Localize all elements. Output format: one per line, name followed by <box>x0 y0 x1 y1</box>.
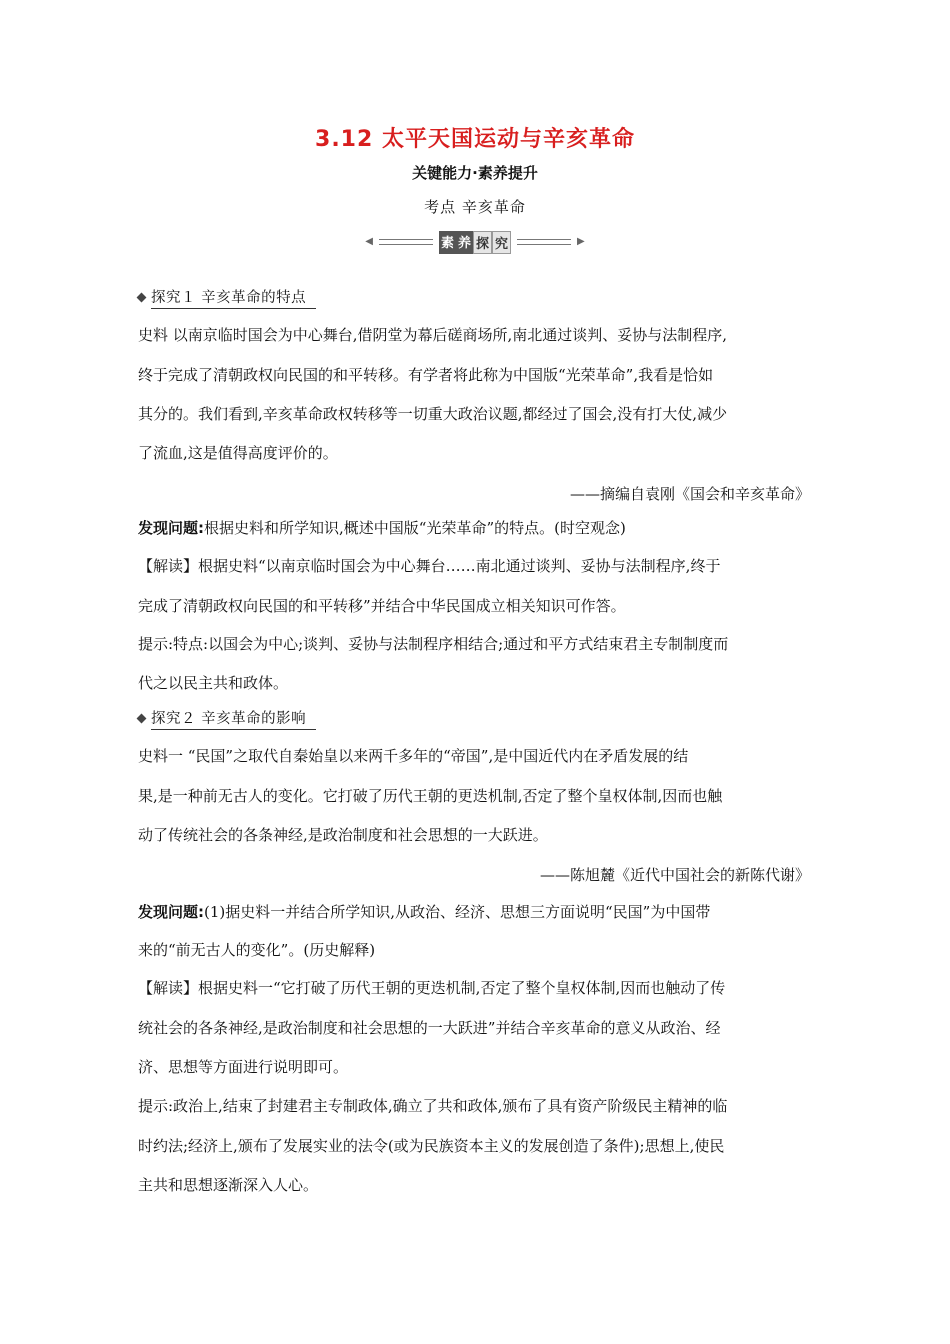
section1-citation: ——摘编自袁刚《国会和辛亥革命》 <box>569 485 810 503</box>
section2-source-line: 果,是一种前无古人的变化。它打破了历代王朝的更迭机制,否定了整个皇权体制,因而也触 <box>138 787 723 805</box>
section2-question <box>138 902 814 922</box>
section2-analysis-line: 【解读】根据史料一“它打破了历代王朝的更迭机制,否定了整个皇权体制,因而也触动了传 <box>138 979 726 997</box>
badge-right-rule <box>517 239 571 245</box>
section-badge <box>0 229 950 254</box>
section1-source-line: 了流血,这是值得高度评价的。 <box>138 444 338 462</box>
section1-source-line: 史料 以南京临时国会为中心舞台,借阴堂为幕后磋商场所,南北通过谈判、妥协与法制程序, <box>138 326 728 344</box>
section1-source-line: 其分的。我们看到,辛亥革命政权转移等一切重大政治议题,都经过了国会,没有打大仗,减少 <box>138 405 728 423</box>
left-arrow-icon: ◀ <box>365 236 373 247</box>
topic-heading: 考点 辛亥革命 <box>424 198 526 216</box>
page-subtitle: 关键能力·素养提升 <box>412 164 538 182</box>
section1-source-line: 终于完成了清朝政权向民国的和平转移。有学者将此称为中国版“光荣革命”,我看是恰如 <box>138 366 714 384</box>
section1-analysis-line: 完成了清朝政权向民国的和平转移”并结合中华民国成立相关知识可作答。 <box>138 597 626 615</box>
question-label: 发现问题: <box>138 903 204 921</box>
section2-analysis-line: 济、思想等方面进行说明即可。 <box>138 1058 349 1076</box>
section2-hint-line: 时约法;经济上,颁布了发展实业的法令(或为民族资本主义的发展创造了条件);思想上,使民 <box>138 1137 725 1155</box>
section1-heading: 探究１ 辛亥革命的特点 <box>138 286 316 309</box>
badge-left-rule <box>379 239 433 245</box>
section1-hint-line: 代之以民主共和政体。 <box>138 674 289 692</box>
right-arrow-icon: ▶ <box>577 236 585 247</box>
section1-analysis-line: 【解读】根据史料“以南京临时国会为中心舞台……南北通过谈判、妥协与法制程序,终于 <box>138 557 721 575</box>
section2-source-line: 史料一 “民国”之取代自秦始皇以来两千多年的“帝国”,是中国近代内在矛盾发展的结 <box>138 747 689 765</box>
question-text: (1)据史料一并结合所学知识,从政治、经济、思想三方面说明“民国”为中国带 <box>204 903 711 921</box>
question-label: 发现问题: <box>138 519 204 537</box>
page-title: 3.12 太平天国运动与辛亥革命 <box>315 127 635 152</box>
section2-heading: 探究２ 辛亥革命的影响 <box>138 707 316 730</box>
section2-question-line: 来的“前无古人的变化”。(历史解释) <box>138 941 376 959</box>
diamond-bullet-icon <box>137 293 147 303</box>
section2-analysis-line: 统社会的各条神经,是政治制度和社会思想的一大跃进”并结合辛亥革命的意义从政治、经 <box>138 1019 721 1037</box>
section2-source-line: 动了传统社会的各条神经,是政治制度和社会思想的一大跃进。 <box>138 826 548 844</box>
section2-hint-line: 提示:政治上,结束了封建君主专制政体,确立了共和政体,颁布了具有资产阶级民主精神的临 <box>138 1097 728 1115</box>
section2-citation: ——陈旭麓《近代中国社会的新陈代谢》 <box>539 866 810 884</box>
diamond-bullet-icon <box>137 714 147 724</box>
question-text: 根据史料和所学知识,概述中国版“光荣革命”的特点。(时空观念) <box>204 519 626 537</box>
badge-label: 素 养 探 究 <box>439 231 511 254</box>
section1-question <box>138 518 814 538</box>
section1-hint-line: 提示:特点:以国会为中心;谈判、妥协与法制程序相结合;通过和平方式结束君主专制制度而 <box>138 635 729 653</box>
section2-hint-line: 主共和思想逐渐深入人心。 <box>138 1176 319 1194</box>
